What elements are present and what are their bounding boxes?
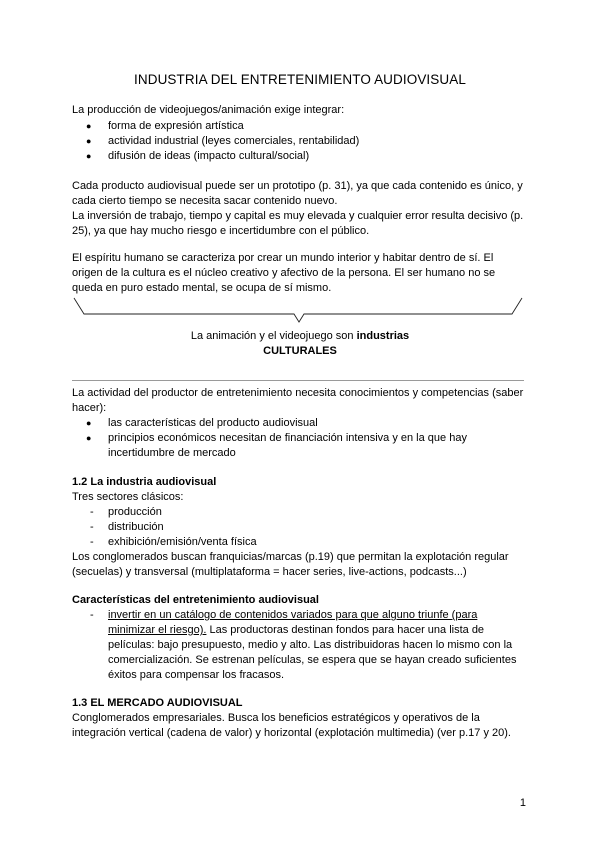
caracteristicas-rest: Las productoras destinan fondos para hacer una lista de: [206, 624, 485, 636]
para3-line: La actividad del productor de entretenimiento necesita conocimientos y competencias (saber: [72, 387, 524, 399]
para1-line: cada cierto tiempo se necesita sacar contenido nuevo.: [72, 195, 338, 207]
sector-item: exhibición/emisión/venta física: [108, 536, 257, 548]
intro-lead: La producción de videojuegos/animación exige integrar:: [72, 104, 345, 116]
bullet-icon: ●: [86, 136, 92, 146]
brace-note-line2: CULTURALES: [263, 345, 337, 357]
section-1-2-lead: Tres sectores clásicos:: [72, 491, 184, 503]
caracteristicas-line: comercialización. Se estrenan películas, se espera que se hayan creado suficientes: [108, 654, 517, 666]
bullet-icon: ●: [86, 151, 92, 161]
dash-icon: -: [90, 506, 94, 518]
sector-item: producción: [108, 506, 162, 518]
section-heading-1-3: 1.3 EL MERCADO AUDIOVISUAL: [72, 697, 243, 709]
caracteristicas-underlined: invertir en un catálogo de contenidos variados para que alguno triunfe (para: [108, 609, 478, 621]
section-1-3-line: integración vertical (cadena de valor) y horizontal (explotación multimedia) (ver p.17 y 20).: [72, 727, 511, 739]
dash-icon: -: [90, 521, 94, 533]
horizontal-divider: [72, 380, 524, 381]
para3-bullet: principios económicos necesitan de financiación intensiva y en la que hay: [108, 432, 467, 444]
section-heading-1-2: 1.2 La industria audiovisual: [72, 476, 217, 488]
para1-line: 25), ya que hay mucho riesgo e incertidumbre con el público.: [72, 225, 370, 237]
page-title: INDUSTRIA DEL ENTRETENIMIENTO AUDIOVISUAL: [134, 72, 466, 87]
intro-bullet: difusión de ideas (impacto cultural/social): [108, 150, 310, 162]
caracteristicas-heading: Características del entretenimiento audiovisual: [72, 594, 319, 606]
brace-note-normal: La animación y el videojuego son: [190, 330, 357, 342]
section-1-3-line: Conglomerados empresariales. Busca los beneficios estratégicos y operativos de la: [72, 712, 480, 724]
para2-line: origen de la cultura es el núcleo creativo y afectivo de la persona. El ser humano no se: [72, 267, 496, 279]
para2-line: El espíritu humano se caracteriza por crear un mundo interior y habitar dentro de sí. El: [72, 252, 494, 264]
para1-line: La inversión de trabajo, tiempo y capital es muy elevada y cualquier error resulta decisivo (p.: [72, 210, 524, 222]
section-1-2-line: Los conglomerados buscan franquicias/marcas (p.19) que permitan la explotación regular: [72, 551, 509, 563]
caracteristicas-line: éxitos para compensar los fracasos.: [108, 669, 285, 681]
bullet-icon: ●: [86, 121, 92, 131]
brace-note-bold: industrias: [356, 330, 410, 342]
para2-line: queda en puro estado mental, se ocupa de sí mismo.: [72, 282, 332, 294]
bullet-icon: ●: [86, 433, 92, 443]
para3-bullet: las características del producto audiovisual: [108, 417, 318, 429]
caracteristicas-underlined-end: minimizar el riesgo).: [108, 624, 207, 636]
caracteristicas-line: películas: bajo presupuesto, medio y alto. Las distribuidoras hacen lo mismo con la: [108, 639, 513, 651]
intro-bullet: forma de expresión artística: [108, 120, 244, 132]
curly-brace-icon: [72, 296, 527, 326]
dash-icon: -: [90, 536, 94, 548]
para3-line: hacer):: [72, 402, 107, 414]
section-1-2-line: (secuelas) y transversal (multiplataforma = hacer series, live-actions, podcasts...): [72, 566, 467, 578]
dash-icon: -: [90, 609, 94, 621]
para3-bullet-cont: incertidumbre de mercado: [108, 447, 236, 459]
bullet-icon: ●: [86, 418, 92, 428]
intro-bullet: actividad industrial (leyes comerciales, rentabilidad): [108, 135, 360, 147]
page-number: 1: [519, 797, 526, 809]
caracteristicas-line: [108, 623, 484, 638]
para1-line: Cada producto audiovisual puede ser un prototipo (p. 31), ya que cada contenido es único, y: [72, 180, 523, 192]
brace-note-line1: [0, 329, 600, 344]
sector-item: distribución: [108, 521, 164, 533]
